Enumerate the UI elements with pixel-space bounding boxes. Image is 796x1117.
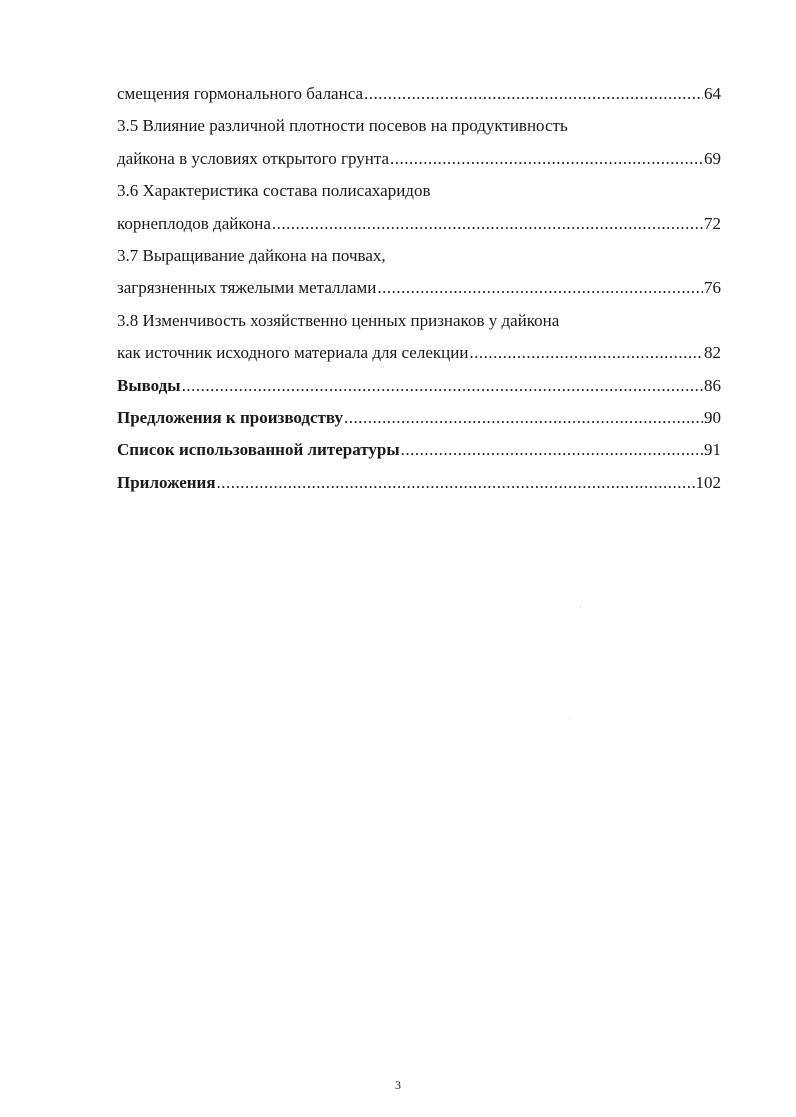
toc-leader-dots bbox=[272, 208, 703, 240]
toc-entry-page: 76 bbox=[704, 278, 721, 298]
toc-entry bbox=[117, 78, 721, 110]
toc-entry-references bbox=[117, 434, 721, 466]
toc-entry-title: загрязненных тяжелыми металлами bbox=[117, 278, 377, 298]
toc-entry-heading bbox=[117, 175, 721, 207]
toc-leader-dots bbox=[469, 337, 703, 369]
toc-entry-title: 3.6 Характеристика состава полисахаридов bbox=[117, 181, 431, 201]
toc-leader-dots bbox=[182, 370, 703, 402]
toc-entry-heading bbox=[117, 305, 721, 337]
toc-entry bbox=[117, 337, 721, 369]
toc-entry-appendices bbox=[117, 467, 721, 499]
scan-speck bbox=[580, 606, 581, 607]
toc-leader-dots bbox=[377, 272, 703, 304]
toc-entry-page: 86 bbox=[704, 375, 721, 395]
toc-entry-page: 82 bbox=[704, 343, 721, 363]
toc-entry-page: 64 bbox=[704, 84, 721, 103]
toc-entry-heading bbox=[117, 240, 721, 272]
toc-entry-title: 3.7 Выращивание дайкона на почвах, bbox=[117, 245, 386, 265]
toc-entry-title: Список использованной литературы bbox=[117, 440, 400, 460]
toc-entry-title: 3.8 Изменчивость хозяйственно ценных признаков у дайкона bbox=[117, 310, 560, 330]
toc-leader-dots bbox=[344, 402, 703, 434]
toc-entry-title: 3.5 Влияние различной плотности посевов на продуктивность bbox=[117, 116, 568, 136]
scan-speck bbox=[569, 718, 570, 719]
toc-leader-dots bbox=[217, 467, 695, 499]
table-of-contents bbox=[117, 78, 721, 499]
toc-leader-dots bbox=[390, 143, 703, 175]
toc-entry bbox=[117, 143, 721, 175]
toc-entry-title: Предложения к производству bbox=[117, 407, 343, 427]
toc-entry-page: 91 bbox=[704, 440, 721, 460]
toc-entry-page: 102 bbox=[695, 472, 721, 492]
toc-entry bbox=[117, 272, 721, 304]
toc-entry-title: Выводы bbox=[117, 375, 181, 395]
toc-leader-dots bbox=[401, 434, 703, 466]
toc-entry-page: 69 bbox=[704, 148, 721, 168]
toc-entry-title: дайкона в условиях открытого грунта bbox=[117, 148, 389, 168]
page-number: 3 bbox=[395, 1078, 401, 1092]
toc-entry bbox=[117, 208, 721, 240]
toc-entry-proposals bbox=[117, 402, 721, 434]
toc-entry-title: как источник исходного материала для селекции bbox=[117, 343, 469, 363]
toc-entry-heading bbox=[117, 110, 721, 142]
toc-entry-page: 90 bbox=[704, 407, 721, 427]
toc-entry-page: 72 bbox=[704, 213, 721, 233]
toc-entry-title: корнеплодов дайкона bbox=[117, 213, 271, 233]
toc-entry-title: смещения гормонального баланса bbox=[117, 84, 363, 103]
toc-entry-conclusions bbox=[117, 370, 721, 402]
toc-entry-title: Приложения bbox=[117, 472, 216, 492]
toc-leader-dots bbox=[364, 78, 703, 110]
